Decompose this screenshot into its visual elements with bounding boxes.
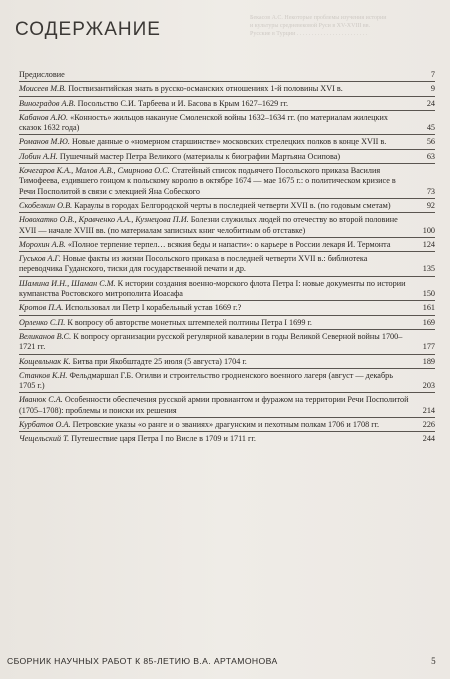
toc-page-number: 161 [422,303,435,313]
toc-author: Великанов В.С. [19,331,72,341]
toc-title: Предисловие [19,70,65,79]
toc-entry [19,238,435,252]
toc-entry [19,97,435,111]
toc-entry [19,393,435,418]
toc-title: Статейный список подьячего Посольского приказа Василия Тимофеева, ездившего гонцом к польскому королю в октябре 1674 — мае 1675 г.: о политическом кризисе в Речи Посполитой в связи с элекцией Яна Собеского [19,166,396,196]
toc-title: Караулы в городах Белгородской черты в последней четверти XVII в. (по годовым сметам) [74,200,391,210]
toc-entry [19,432,435,445]
bleed-line: Русские в Турции . . . . . . . . . . . . . . . . . . . . . . . . [250,31,368,37]
toc-title: «Конность» жильцов накануне Смоленской войны 1632–1634 гг. (по материалам жилецких сказок 1632 года) [19,112,388,133]
toc-entry [19,252,435,277]
toc-author: Романов М.Ю. [19,137,70,147]
toc-page-number: 214 [422,405,435,415]
toc-title: Использовал ли Петр I корабельный устав 1669 г.? [65,303,242,313]
toc-entry [19,135,435,149]
toc-author: Скобелкин О.В. [19,200,73,210]
toc-page-number: 169 [422,317,435,327]
toc-author: Лобин А.Н. [19,151,58,161]
page-title: СОДЕРЖАНИЕ [15,19,161,40]
toc-title: К истории создания военно-морского флота Петра I: новые документы по истории кумпанства Ростовского митрополита Иоасафа [19,278,406,299]
toc-author: Кочегаров К.А., Малов А.В., Смирнова О.С. [19,166,170,176]
toc-title: К вопросу организации русской регулярной кавалерии в годы Великой Северной войны 1700–1721 гг. [19,331,403,352]
toc-entry [19,330,435,355]
toc-page-number: 150 [422,289,435,299]
toc-title: Посольство С.И. Тарбеева и И. Басова в Крым 1627–1629 гг. [77,98,289,108]
toc-author: Иванюк С.А. [19,395,63,405]
toc-entry [19,82,435,96]
toc-author: Кротов П.А. [19,303,64,313]
bleed-line: и культуры средневековой Руси в XV-XVIII вв. [250,23,371,29]
toc-entry [19,277,435,302]
toc-author: Чещельский Т. [19,434,70,444]
toc-title: Особенности обеспечения русской армии провиантом и фуражом на территории Речи Посполитой (1705–1708): проблемы и поиски их решения [19,395,409,415]
toc-title: Болезни служилых людей по отечеству во второй половине XVII — начале XVIII вв. (по материалам записных книг челобитным об отставке) [19,215,398,235]
toc-author: Кабанов А.Ю. [19,112,69,122]
bleed-line: Бекасов А.С. Некоторые проблемы изучения истории [250,15,387,21]
toc-entry [19,111,435,136]
toc-author: Виноградов А.В. [19,98,76,108]
toc-page-number: 24 [426,98,435,108]
toc-author: Морохин А.В. [19,239,66,249]
page-footer [7,656,436,666]
toc-author: Моисеев М.В. [19,84,67,94]
footer-text: СБОРНИК НАУЧНЫХ РАБОТ К 85-ЛЕТИЮ В.А. АРТАМОНОВА [7,656,278,666]
toc-entry [19,68,435,82]
toc-entry [19,301,435,315]
toc-entry [19,199,435,213]
toc-author: Кощевльнак К. [19,356,71,366]
toc-page-number: 189 [422,356,435,366]
toc-author: Новохатко О.В., Кравченко А.А., Кузнецова П.И. [19,215,189,225]
toc-entry [19,418,435,432]
toc-page-number: 203 [422,381,435,391]
toc-page-number: 9 [430,84,435,94]
toc-title: Новые данные о «номерном старшинстве» московских стрелецких полков в конце XVII в. [71,137,387,147]
toc-page-number: 45 [426,123,435,133]
toc-author: Орленко С.П. [19,317,66,327]
toc-page-number: 244 [422,434,435,444]
toc-page-number: 73 [426,186,435,196]
toc-author: Курбатов О.А. [19,420,71,430]
toc-entry [19,213,435,238]
toc-page-number: 7 [430,70,435,79]
toc-title: Поствизантийская знать в русско-османских отношениях 1-й половины XVI в. [68,84,343,94]
toc-entry [19,369,435,394]
toc-title: К вопросу об авторстве монетных штемпелей полтины Петра I 1699 г. [67,317,312,327]
toc-title: «Полное терпение терпел… всякия беды и напасти»: о карьере в России лекаря И. Термонта [67,239,391,249]
toc-page-number: 124 [422,239,435,249]
bleed-through-text [250,14,440,54]
toc-author: Шамина И.Н., Шаман С.М. [19,278,116,288]
toc-page-number: 177 [422,342,435,352]
toc-page-number: 56 [426,137,435,147]
toc-title: Пушечный мастер Петра Великого (материалы к биографии Мартьяна Осипова) [59,151,341,161]
toc-page-number: 226 [422,420,435,430]
toc-author: Гуськов А.Г. [19,254,61,264]
toc-page-number: 135 [422,264,435,274]
toc-page-number: 92 [426,200,435,210]
toc-entry [19,316,435,330]
toc-title: Битва при Якобштадте 25 июля (5 августа) 1704 г. [72,356,247,366]
toc-title: Фельдмаршал Г.Б. Огилви и строительство гродненского военного лагеря (август — декабрь 1705 г.) [19,370,393,391]
toc-page-number: 100 [422,225,435,235]
toc-page-number: 63 [426,151,435,161]
table-of-contents [19,68,435,446]
toc-title: Петровские указы «о ранге и о званиях» драгунским и пехотным полкам 1706 и 1708 гг. [72,420,380,430]
toc-title: Новые факты из жизни Посольского приказа в последней четверти XVII в.: библиотека переводчика Гуданского, тиски для государственной печати и др. [19,254,368,274]
page-number: 5 [431,656,436,666]
toc-entry [19,150,435,164]
toc-title: Путешествие царя Петра I по Висле в 1709 и 1711 гг. [71,434,256,444]
toc-entry [19,355,435,369]
toc-author: Станков К.Н. [19,370,68,380]
toc-entry [19,164,435,199]
